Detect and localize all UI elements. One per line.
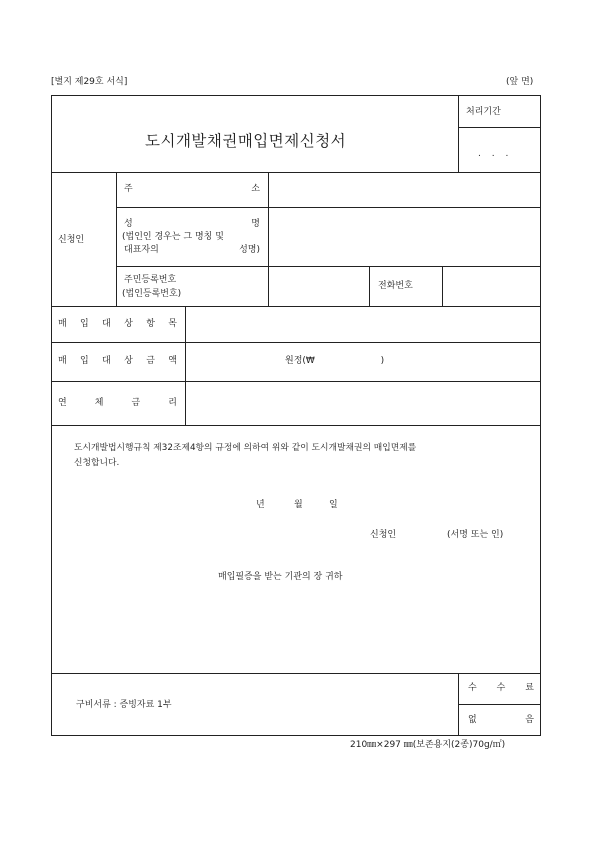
registration-number-field[interactable] <box>270 268 368 305</box>
name-label: 성 명 <box>124 219 260 229</box>
recipient-line: 매입필증을 받는 기관의 장 귀하 <box>218 572 343 582</box>
date-year: 년 <box>256 500 265 510</box>
processing-period-label: 처리기간 <box>466 107 501 117</box>
phone-label: 전화번호 <box>378 281 413 291</box>
overdue-interest-field[interactable] <box>187 383 540 424</box>
signer-label: 신청인 <box>370 530 397 540</box>
purchase-amount-field[interactable]: 원정(₩ ) <box>285 356 385 366</box>
row-divider <box>116 207 541 208</box>
fee-label: 수 수 료 <box>468 683 534 693</box>
purchase-item-field[interactable] <box>187 308 540 341</box>
address-field[interactable] <box>270 174 540 206</box>
processing-divider <box>458 127 541 128</box>
row-divider <box>116 266 541 267</box>
registration-number-label: 주민등록번호 <box>124 275 177 285</box>
row-divider <box>51 306 541 307</box>
corporate-registration-label: (법인등록번호) <box>122 289 182 299</box>
signature-note: (서명 또는 인) <box>447 530 504 540</box>
paper-spec: 210㎜×297 ㎜(보존용지(2종)70g/㎡) <box>350 740 506 750</box>
fee-value: 없 음 <box>468 715 534 725</box>
date-month: 월 <box>294 500 303 510</box>
phone-field[interactable] <box>444 268 540 305</box>
address-label: 주 소 <box>124 184 260 194</box>
fee-column-divider <box>458 673 459 736</box>
form-number: [별지 제29호 서식] <box>51 77 128 87</box>
date-day: 일 <box>329 500 338 510</box>
page-side-label: (앞 면) <box>506 77 534 87</box>
statement-text-cont: 신청합니다. <box>74 458 120 468</box>
name-note-cont: 대표자의 성명) <box>124 245 260 255</box>
name-note: (법인인 경우는 그 명칭 및 <box>122 232 224 242</box>
row-divider <box>51 381 541 382</box>
name-field[interactable] <box>270 209 540 265</box>
fee-divider <box>458 704 541 705</box>
purchase-item-label: 매 입 대 상 항 목 <box>58 319 177 329</box>
row-divider <box>51 342 541 343</box>
row-divider <box>51 673 541 674</box>
column-divider <box>268 172 269 306</box>
row-divider <box>51 425 541 426</box>
column-divider <box>116 172 117 306</box>
title-divider <box>458 95 459 172</box>
applicant-section-label: 신청인 <box>58 235 85 245</box>
required-documents: 구비서류 : 증빙자료 1부 <box>76 700 172 710</box>
overdue-interest-label: 연 체 금 리 <box>58 398 177 408</box>
column-divider <box>369 266 370 306</box>
processing-period-value: . . . <box>478 149 513 159</box>
page-title: 도시개발채권매입면제신청서 <box>145 132 347 150</box>
column-divider <box>185 306 186 425</box>
statement-text: 도시개발법시행규칙 제32조제4항의 규정에 의하여 위와 같이 도시개발채권의 매입면제를 <box>74 443 417 453</box>
column-divider <box>442 266 443 306</box>
purchase-amount-label: 매 입 대 상 금 액 <box>58 356 177 366</box>
row-divider <box>51 172 541 173</box>
